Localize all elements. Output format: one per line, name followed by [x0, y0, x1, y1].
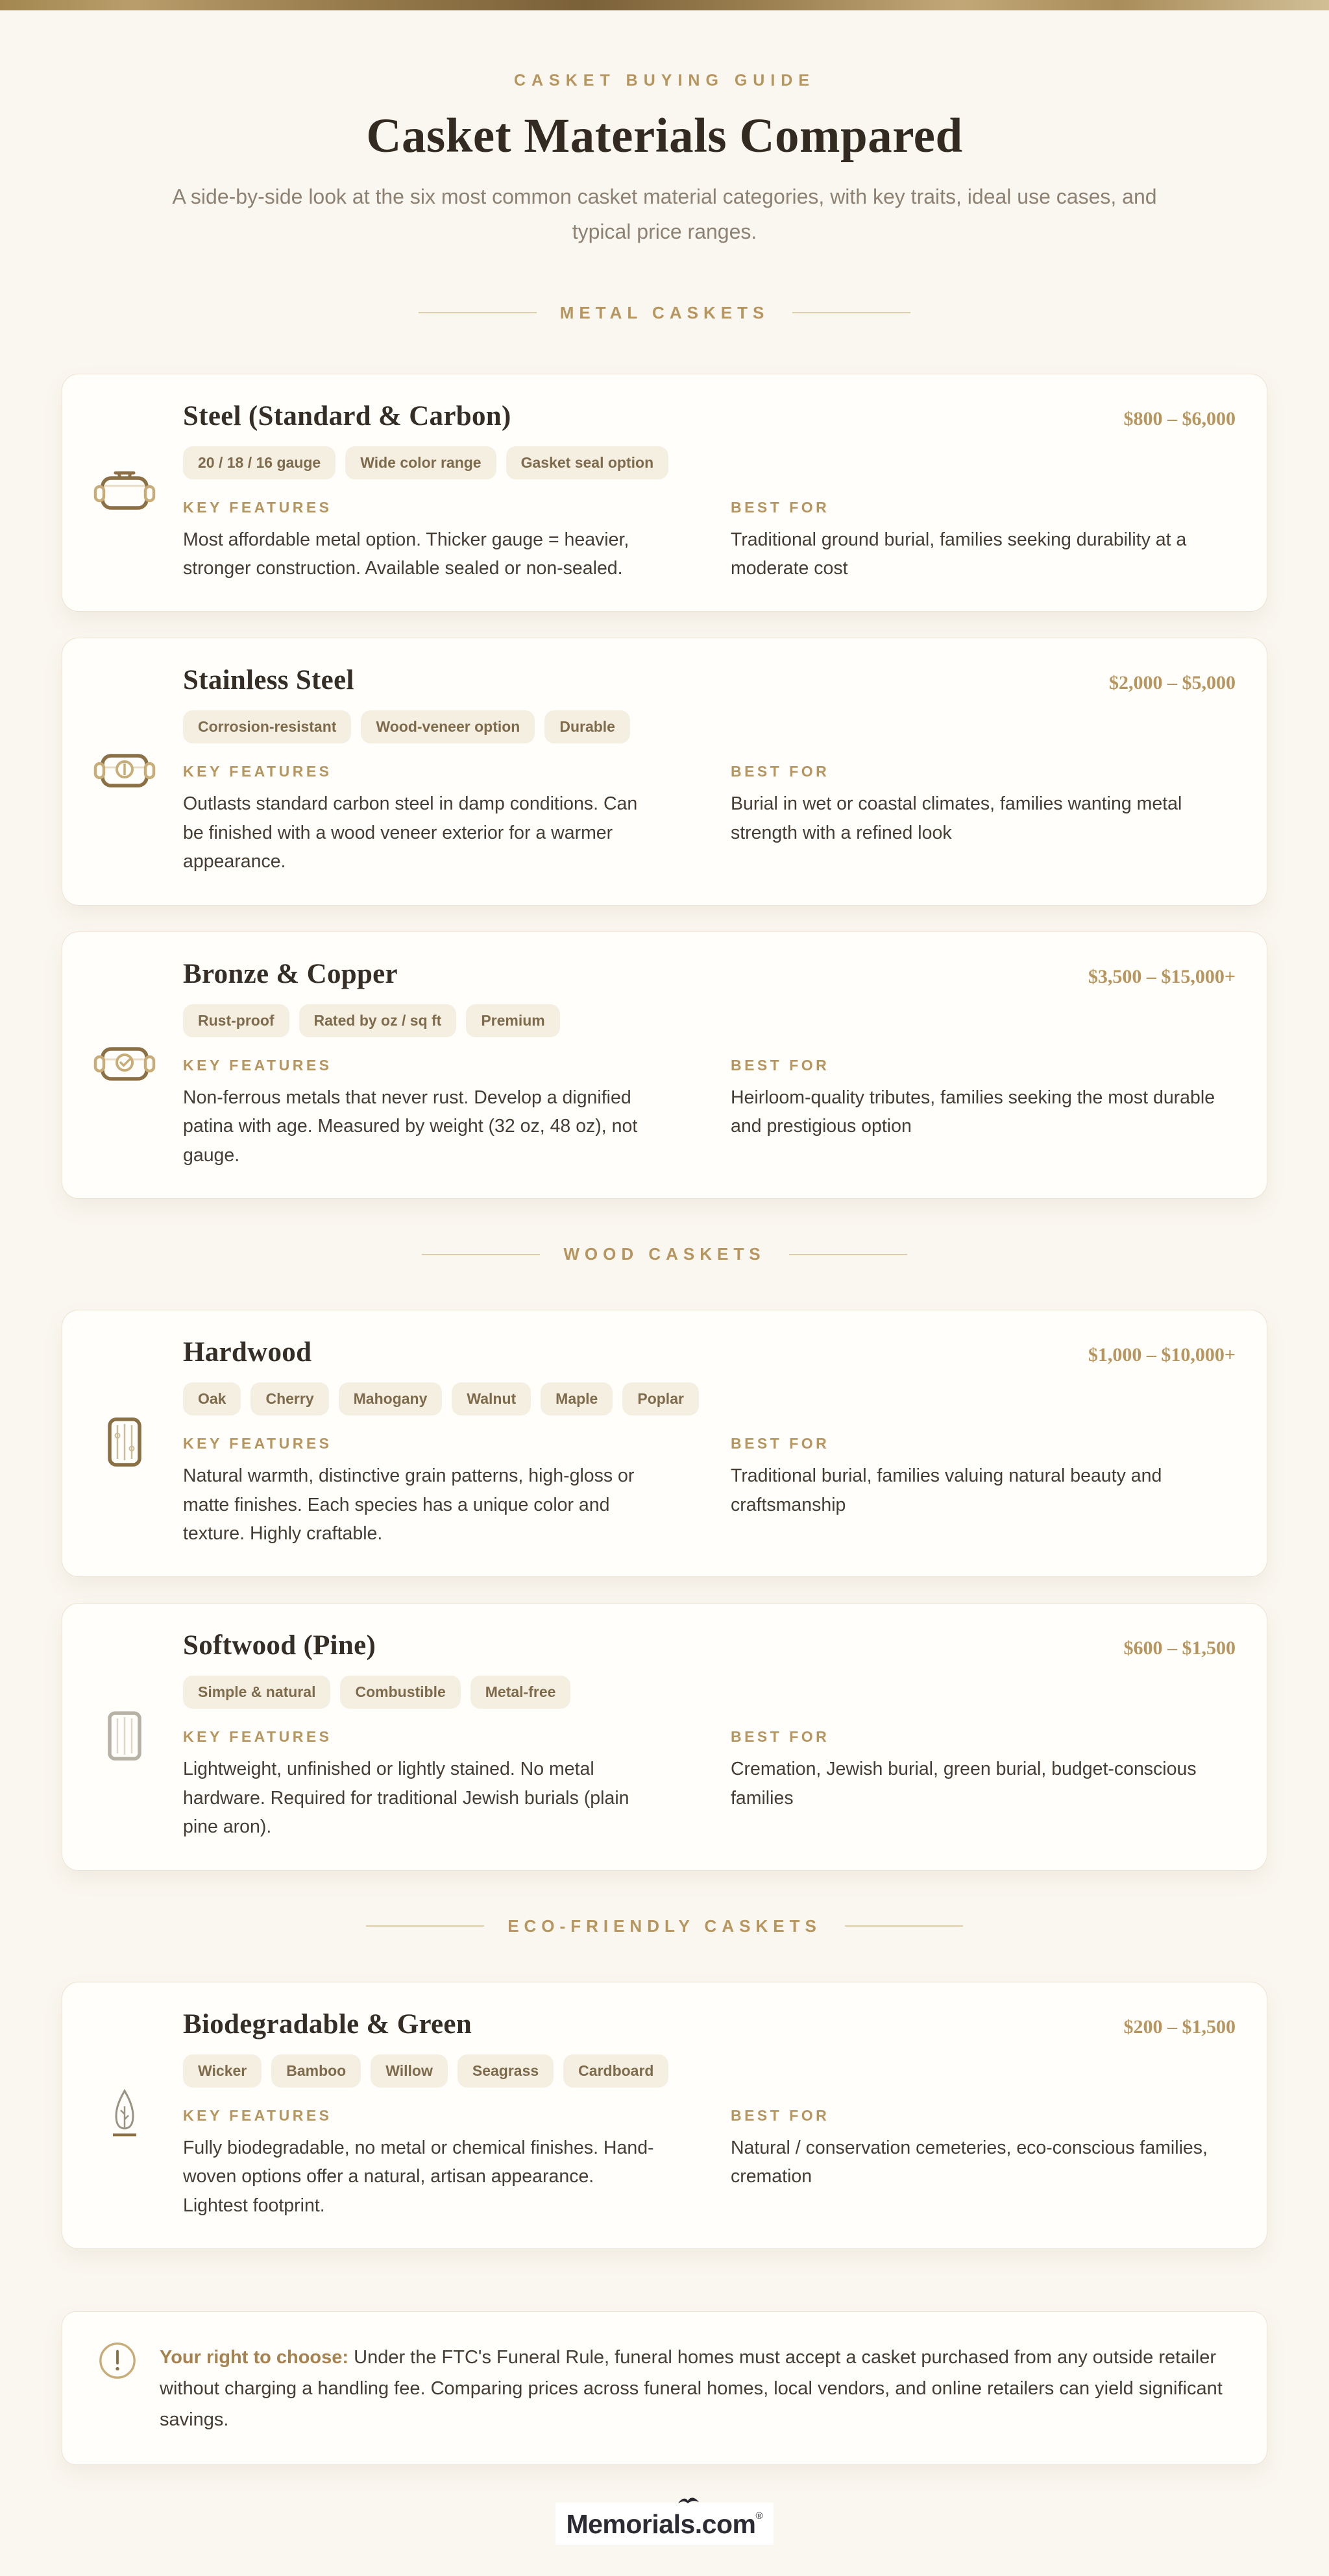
- best-for-block: [731, 1057, 1236, 1170]
- key-features-block: [183, 1728, 659, 1841]
- best-for-text: Natural / conservation cemeteries, eco-conscious families, cremation: [730, 2137, 1208, 2187]
- best-for-label: BEST FOR: [730, 1728, 830, 1746]
- page-header: [62, 10, 1267, 250]
- logo-text: Memorials.com: [566, 2509, 756, 2539]
- tag-list: [183, 1382, 1236, 1415]
- page-title: Casket Materials Compared: [366, 109, 963, 163]
- card-bronze-copper: [62, 932, 1267, 1199]
- section-heading-eco: [62, 1916, 1267, 1936]
- best-for-block: [731, 499, 1236, 583]
- tag-chip: Seagrass: [457, 2054, 554, 2088]
- key-features-block: [183, 2107, 659, 2220]
- key-features-label: KEY FEATURES: [183, 2106, 332, 2124]
- best-for-block: [731, 2107, 1236, 2220]
- divider-line: [789, 1254, 907, 1255]
- tag-list: [183, 446, 1236, 479]
- tag-chip: Oak: [183, 1382, 241, 1415]
- tag-chip: Rust-proof: [183, 1004, 289, 1037]
- notice-text: Your right to choose: Under the FTC's Funeral Rule, funeral homes must accept a casket purchased from any outside retailer without charging a handling fee. Comparing prices across funeral homes, local vendors, and online retailers can yield significant savings.: [160, 2347, 1223, 2431]
- card-hardwood: [62, 1310, 1267, 1577]
- tag-chip: Willow: [371, 2054, 448, 2088]
- notice-title: Your right to choose:: [160, 2347, 349, 2368]
- key-features-label: KEY FEATURES: [183, 763, 332, 780]
- card-softwood-pine: [62, 1603, 1267, 1870]
- best-for-text: Heirloom-quality tributes, families seeking the most durable and prestigious option: [730, 1087, 1215, 1137]
- best-for-label: BEST FOR: [730, 1056, 830, 1074]
- tag-chip: Premium: [466, 1004, 559, 1037]
- card-title: Bronze & Copper: [183, 958, 398, 989]
- softwood-plank-icon: [93, 1710, 156, 1762]
- best-for-text: Burial in wet or coastal climates, families wanting metal strength with a refined look: [730, 793, 1182, 843]
- key-features-text: Non-ferrous metals that never rust. Develop a dignified patina with age. Measured by weight (32 oz, 48 oz), not gauge.: [183, 1087, 638, 1166]
- tag-chip: 20 / 18 / 16 gauge: [183, 446, 335, 479]
- divider-line: [366, 1925, 484, 1927]
- card-title: Stainless Steel: [183, 665, 354, 696]
- divider-line: [419, 312, 537, 313]
- key-features-label: KEY FEATURES: [183, 498, 332, 516]
- steel-casket-icon: [93, 466, 156, 516]
- card-title: Steel (Standard & Carbon): [183, 400, 511, 431]
- tag-chip: Simple & natural: [183, 1676, 330, 1709]
- page-footer: [62, 2503, 1267, 2576]
- tag-chip: Wicker: [183, 2054, 262, 2088]
- best-for-label: BEST FOR: [730, 2106, 830, 2124]
- best-for-label: BEST FOR: [730, 498, 830, 516]
- memorials-logo: [555, 2503, 773, 2545]
- price-range: $800 – $6,000: [1123, 407, 1236, 429]
- hardwood-grain-icon: [93, 1416, 156, 1468]
- sapling-leaf-icon: [93, 2087, 156, 2141]
- tag-chip: Combustible: [340, 1676, 460, 1709]
- key-features-text: Fully biodegradable, no metal or chemical finishes. Hand-woven options offer a natural, artisan appearance. Lightest footprint.: [183, 2137, 654, 2216]
- card-title: Softwood (Pine): [183, 1630, 376, 1661]
- key-features-block: [183, 1435, 659, 1548]
- tag-list: [183, 2054, 1236, 2088]
- top-accent-bar: [0, 0, 1329, 10]
- best-for-label: BEST FOR: [730, 763, 830, 780]
- eyebrow: CASKET BUYING GUIDE: [513, 71, 816, 90]
- card-title: Hardwood: [183, 1337, 312, 1368]
- tag-chip: Corrosion-resistant: [183, 710, 351, 743]
- stainless-casket-icon: [93, 746, 156, 795]
- price-range: $1,000 – $10,000+: [1088, 1344, 1236, 1366]
- divider-line: [792, 312, 910, 313]
- ftc-notice-callout: [62, 2311, 1267, 2464]
- price-range: $600 – $1,500: [1123, 1637, 1236, 1659]
- key-features-label: KEY FEATURES: [183, 1435, 332, 1452]
- tag-chip: Maple: [541, 1382, 613, 1415]
- bronze-casket-icon: [93, 1039, 156, 1089]
- section-heading-wood: [62, 1244, 1267, 1264]
- card-biodegradable-green: [62, 1982, 1267, 2249]
- key-features-block: [183, 499, 659, 583]
- price-range: $3,500 – $15,000+: [1088, 965, 1236, 987]
- best-for-label: BEST FOR: [730, 1435, 830, 1452]
- card-title: Biodegradable & Green: [183, 2008, 472, 2040]
- tag-chip: Walnut: [452, 1382, 531, 1415]
- best-for-text: Traditional burial, families valuing natural beauty and craftsmanship: [730, 1465, 1162, 1515]
- section-label: METAL CASKETS: [559, 302, 770, 322]
- key-features-block: [183, 763, 659, 876]
- price-range: $200 – $1,500: [1123, 2016, 1236, 2038]
- tag-chip: Durable: [544, 710, 630, 743]
- tag-chip: Rated by oz / sq ft: [299, 1004, 457, 1037]
- alert-circle-icon: [97, 2341, 138, 2381]
- registered-mark: ®: [755, 2510, 763, 2522]
- tag-chip: Metal-free: [470, 1676, 571, 1709]
- tag-chip: Cherry: [250, 1382, 328, 1415]
- tag-chip: Poplar: [622, 1382, 699, 1415]
- divider-line: [845, 1925, 963, 1927]
- best-for-block: [731, 763, 1236, 876]
- key-features-block: [183, 1057, 659, 1170]
- tag-chip: Mahogany: [339, 1382, 443, 1415]
- card-steel: [62, 374, 1267, 612]
- key-features-text: Lightweight, unfinished or lightly stained. No metal hardware. Required for traditional Jewish burials (plain pine aron).: [183, 1759, 629, 1838]
- tag-chip: Wood-veneer option: [361, 710, 535, 743]
- tag-list: [183, 1676, 1236, 1709]
- best-for-text: Traditional ground burial, families seeking durability at a moderate cost: [730, 529, 1187, 579]
- tag-list: [183, 1004, 1236, 1037]
- divider-line: [422, 1254, 540, 1255]
- key-features-text: Natural warmth, distinctive grain patterns, high-gloss or matte finishes. Each species has a unique color and texture. Highly craftable.: [183, 1465, 635, 1545]
- section-label: WOOD CASKETS: [563, 1244, 766, 1264]
- best-for-block: [731, 1435, 1236, 1548]
- tag-chip: Bamboo: [271, 2054, 361, 2088]
- key-features-text: Most affordable metal option. Thicker gauge = heavier, stronger construction. Available sealed or non-sealed.: [183, 529, 629, 579]
- key-features-label: KEY FEATURES: [183, 1728, 332, 1746]
- best-for-text: Cremation, Jewish burial, green burial, budget-conscious families: [730, 1759, 1197, 1809]
- tag-chip: Gasket seal option: [506, 446, 669, 479]
- price-range: $2,000 – $5,000: [1109, 672, 1236, 694]
- tag-list: [183, 710, 1236, 743]
- key-features-label: KEY FEATURES: [183, 1056, 332, 1074]
- page-subtitle: A side-by-side look at the six most common casket material categories, with key traits, ideal use cases, and typical price ranges.: [172, 185, 1157, 243]
- bird-icon: [677, 2495, 700, 2505]
- key-features-text: Outlasts standard carbon steel in damp conditions. Can be finished with a wood veneer exterior for a warmer appearance.: [183, 793, 638, 873]
- tag-chip: Wide color range: [345, 446, 496, 479]
- best-for-block: [731, 1728, 1236, 1841]
- section-label: ECO-FRIENDLY CASKETS: [507, 1916, 822, 1936]
- tag-chip: Cardboard: [563, 2054, 668, 2088]
- card-stainless-steel: [62, 638, 1267, 905]
- section-heading-metal: [62, 303, 1267, 323]
